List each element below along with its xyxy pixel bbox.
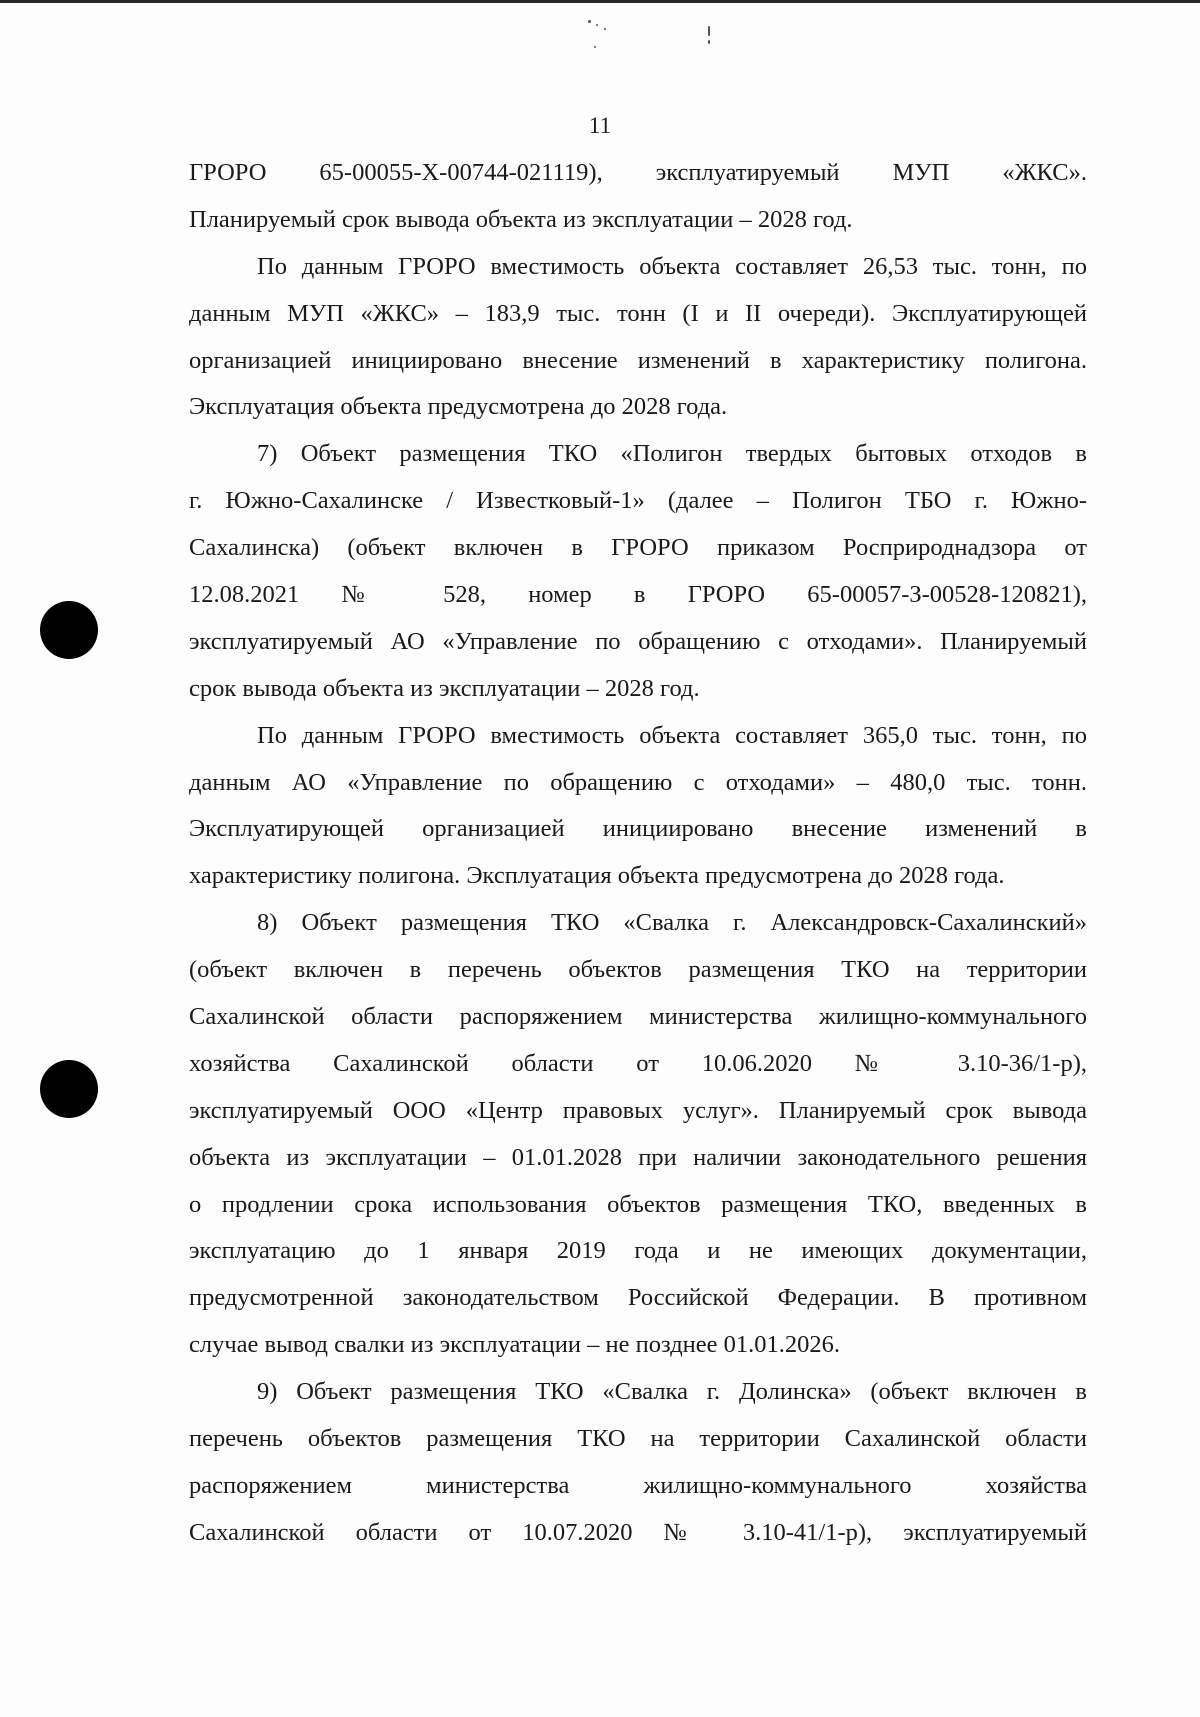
text-line: хозяйства Сахалинской области от 10.06.2020 № 3.10-36/1-р), xyxy=(189,1049,1087,1077)
scan-top-edge xyxy=(0,0,1200,3)
text-line: эксплуатируемый АО «Управление по обращению с отходами». Планируемый xyxy=(189,627,1087,655)
text-line: эксплуатацию до 1 января 2019 года и не имеющих документации, xyxy=(189,1237,1087,1265)
scan-speck xyxy=(708,26,710,36)
body-text xyxy=(189,150,1087,1557)
text-line: распоряжением министерства жилищно-коммунального хозяйства xyxy=(189,1471,1087,1499)
punch-hole-upper xyxy=(40,601,98,659)
scan-speck xyxy=(588,20,591,23)
scan-speck xyxy=(594,46,596,48)
text-line: По данным ГРОРО вместимость объекта составляет 26,53 тыс. тонн, по xyxy=(257,252,1087,280)
text-line: данным МУП «ЖКС» – 183,9 тыс. тонн (I и II очереди). Эксплуатирующей xyxy=(189,299,1087,327)
text-line: Эксплуатация объекта предусмотрена до 2028 года. xyxy=(189,393,728,421)
scan-speck xyxy=(708,40,710,44)
page-number: 11 xyxy=(588,113,612,138)
text-line: Сахалинской области распоряжением министерства жилищно-коммунального xyxy=(189,1003,1087,1031)
text-line: Сахалинской области от 10.07.2020 № 3.10-41/1-р), эксплуатируемый xyxy=(189,1518,1087,1546)
text-line: ГРОРО 65-00055-Х-00744-021119), эксплуатируемый МУП «ЖКС». xyxy=(189,159,1087,186)
text-line: г. Южно-Сахалинске / Известковый-1» (далее – Полигон ТБО г. Южно- xyxy=(189,487,1087,515)
text-line: о продлении срока использования объектов размещения ТКО, введенных в xyxy=(189,1190,1087,1218)
text-line: срок вывода объекта из эксплуатации – 2028 год. xyxy=(189,674,700,702)
text-line: 12.08.2021 № 528, номер в ГРОРО 65-00057-З-00528-120821), xyxy=(189,581,1087,609)
text-line: эксплуатируемый ООО «Центр правовых услуг». Планируемый срок вывода xyxy=(189,1096,1087,1124)
text-line: Эксплуатирующей организацией инициировано внесение изменений в xyxy=(189,815,1087,843)
text-line: Сахалинска) (объект включен в ГРОРО приказом Росприроднадзора от xyxy=(189,534,1087,562)
text-line: Планируемый срок вывода объекта из эксплуатации – 2028 год. xyxy=(189,205,853,233)
scan-speck xyxy=(604,28,606,30)
text-line: предусмотренной законодательством Российской Федерации. В противном xyxy=(189,1284,1087,1312)
text-line: 8) Объект размещения ТКО «Свалка г. Александровск-Сахалинский» xyxy=(257,909,1087,937)
text-line: 7) Объект размещения ТКО «Полигон твердых бытовых отходов в xyxy=(257,440,1087,468)
text-line: данным АО «Управление по обращению с отходами» – 480,0 тыс. тонн. xyxy=(189,768,1087,796)
scan-speck xyxy=(596,24,598,26)
text-line: (объект включен в перечень объектов размещения ТКО на территории xyxy=(189,956,1087,984)
text-line: 9) Объект размещения ТКО «Свалка г. Долинска» (объект включен в xyxy=(257,1378,1087,1406)
punch-hole-lower xyxy=(40,1060,98,1118)
text-line: перечень объектов размещения ТКО на территории Сахалинской области xyxy=(189,1425,1087,1453)
text-line: По данным ГРОРО вместимость объекта составляет 365,0 тыс. тонн, по xyxy=(257,721,1087,749)
text-line: случае вывод свалки из эксплуатации – не позднее 01.01.2026. xyxy=(189,1331,841,1359)
text-line: объекта из эксплуатации – 01.01.2028 при наличии законодательного решения xyxy=(189,1143,1087,1171)
text-line: характеристику полигона. Эксплуатация объекта предусмотрена до 2028 года. xyxy=(189,862,1005,890)
text-line: организацией инициировано внесение изменений в характеристику полигона. xyxy=(189,346,1087,374)
